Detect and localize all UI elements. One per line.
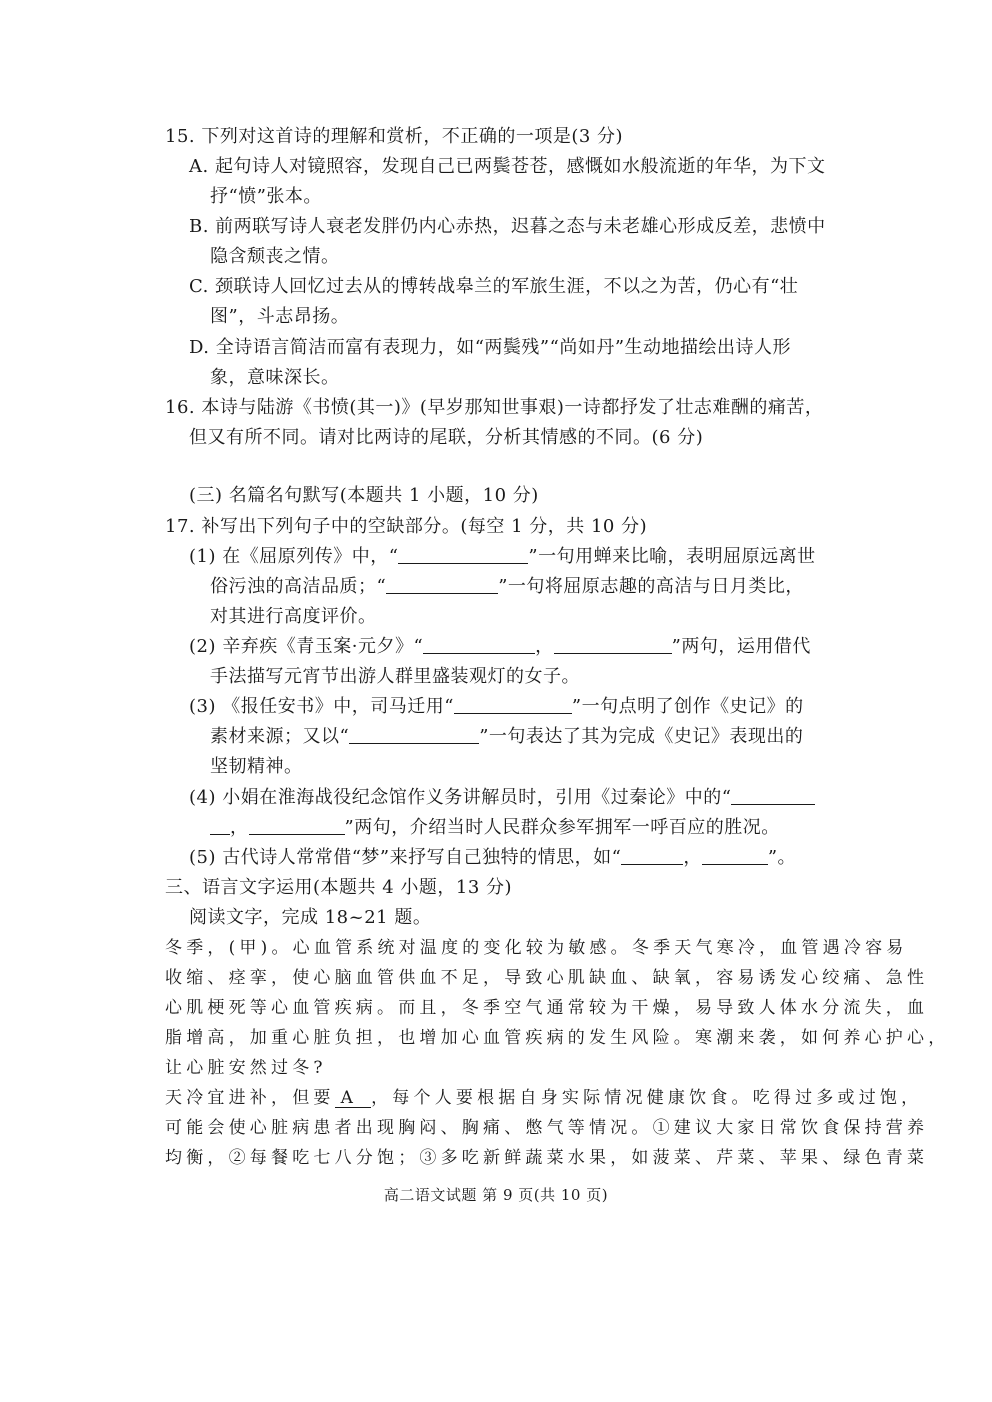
fill-blank[interactable] [731, 788, 815, 805]
q17-item2-text-a: (2) 辛弃疾《青玉案·元夕》“ [189, 636, 424, 657]
q15-option-c-line2: 图”，斗志昂扬。 [210, 306, 350, 327]
q17-stem: 17. 补写出下列句子中的空缺部分。(每空 1 分，共 10 分) [165, 516, 648, 537]
q17-item1-text-a: (1) 在《屈原列传》中，“ [189, 546, 399, 567]
underlined-mark-a: A [335, 1089, 371, 1108]
passage-p1-line4: 脂增高，加重心脏负担，也增加心血管疾病的发生风险。寒潮来袭，如何养心护心， [165, 1028, 950, 1048]
passage-p1-line2: 收缩、痉挛，使心脑血管供血不足，导致心肌缺血、缺氧，容易诱发心绞痛、急性 [165, 968, 929, 988]
passage-p1-line5: 让心脏安然过冬? [165, 1058, 327, 1078]
q17-item4-text-c: ”两句，介绍当时人民群众参军拥军一呼百应的胜况。 [344, 817, 780, 838]
fill-blank[interactable] [423, 637, 535, 654]
q17-item1-text-c: 俗污浊的高洁品质；“ [210, 576, 387, 597]
fill-blank[interactable] [386, 577, 498, 594]
q17-item3-text-d: ”一句表达了其为完成《史记》表现出的 [479, 726, 804, 747]
q15-option-d-line1: D. 全诗语言简洁而富有表现力，如“两鬓残”“尚如丹”生动地描绘出诗人形 [189, 337, 792, 358]
q17-item3-line3: 坚韧精神。 [210, 756, 303, 777]
passage-p2-line3: 均衡，②每餐吃七八分饱；③多吃新鲜蔬菜水果，如菠菜、芹菜、苹果、绿色青菜 [165, 1148, 929, 1168]
q17-item3-line1 [189, 696, 804, 718]
passage-p1-line3: 心肌梗死等心血管疾病。而且，冬季空气通常较为干燥，易导致人体水分流失，血 [165, 998, 929, 1018]
page-footer: 高二语文试题 第 9 页(共 10 页) [383, 1186, 609, 1204]
q17-item4-text-a: (4) 小娟在淮海战役纪念馆作义务讲解员时，引用《过秦论》中的“ [189, 787, 732, 808]
part-3-title: 三、语言文字运用(本题共 4 小题，13 分) [165, 877, 513, 898]
passage-p2-text-a: 天冷宜进补，但要 [165, 1088, 335, 1108]
passage-p2-line1 [165, 1087, 922, 1109]
q17-item3-text-c: 素材来源；又以“ [210, 726, 350, 747]
q17-item5-text-c: ”。 [767, 847, 797, 868]
fill-blank[interactable] [621, 848, 683, 865]
q17-item1-text-d: ”一句将屈原志趣的高洁与日月类比， [498, 576, 804, 597]
q15-option-b-line2: 隐含颓丧之情。 [210, 246, 340, 267]
q16-line1: 16. 本诗与陆游《书愤(其一)》(早岁那知世事艰)一诗都抒发了壮志难酬的痛苦， [165, 397, 824, 418]
passage-p2-text-b: ，每个人要根据自身实际情况健康饮食。吃得过多或过饱， [371, 1088, 923, 1108]
q17-item5-text-a: (5) 古代诗人常常借“梦”来抒写自己独特的情思，如“ [189, 847, 622, 868]
q17-item4-line2 [210, 817, 780, 839]
q17-item1-text-b: ”一句用蝉来比喻，表明屈原远离世 [528, 546, 816, 567]
q17-item3-line2 [210, 726, 803, 748]
q15-stem: 15. 下列对这首诗的理解和赏析，不正确的一项是(3 分) [165, 126, 624, 147]
fill-blank[interactable] [454, 697, 572, 714]
fill-blank[interactable] [249, 818, 345, 835]
q17-item2-line1 [189, 636, 811, 658]
q17-item2-text-c: ”两句，运用借代 [671, 636, 811, 657]
passage-p1-line1: 冬季，(甲)。心血管系统对温度的变化较为敏感。冬季天气寒冷，血管遇冷容易 [165, 938, 908, 958]
part-3-intro: 阅读文字，完成 18~21 题。 [189, 907, 432, 928]
fill-blank[interactable] [349, 727, 479, 744]
fill-blank[interactable] [398, 547, 528, 564]
q17-item1-line2 [210, 576, 804, 598]
q17-item3-text-a: (3) 《报任安书》中，司马迁用“ [189, 696, 454, 717]
q17-item4-comma: ， [230, 817, 249, 838]
q15-option-d-line2: 象，意味深长。 [210, 367, 340, 388]
q17-item2-comma: ， [535, 636, 554, 657]
section-3-title: (三) 名篇名句默写(本题共 1 小题，10 分) [189, 485, 539, 506]
q15-option-b-line1: B. 前两联写诗人衰老发胖仍内心赤热，迟暮之态与未老雄心形成反差，悲愤中 [189, 216, 826, 237]
passage-p2-line2: 可能会使心脏病患者出现胸闷、胸痛、憋气等情况。①建议大家日常饮食保持营养 [165, 1118, 929, 1138]
q17-item5-comma: ， [683, 847, 702, 868]
q17-item1-line3: 对其进行高度评价。 [210, 606, 377, 627]
q15-option-a-line2: 抒“愤”张本。 [210, 186, 322, 207]
q15-option-c-line1: C. 颈联诗人回忆过去从的博转战皋兰的军旅生涯，不以之为苦，仍心有“壮 [189, 276, 799, 297]
q17-item1-line1 [189, 546, 816, 568]
q17-item2-line2: 手法描写元宵节出游人群里盛装观灯的女子。 [210, 666, 580, 687]
q17-item5-line1 [189, 847, 796, 869]
fill-blank[interactable] [702, 848, 768, 865]
q15-option-a-line1: A. 起句诗人对镜照容，发现自己已两鬓苍苍，感慨如水般流逝的年华，为下文 [189, 156, 826, 177]
q16-line2: 但又有所不同。请对比两诗的尾联，分析其情感的不同。(6 分) [189, 427, 704, 448]
q17-item3-text-b: ”一句点明了创作《史记》的 [571, 696, 804, 717]
q17-item4-line1 [189, 787, 815, 809]
fill-blank[interactable] [210, 818, 230, 835]
fill-blank[interactable] [554, 637, 672, 654]
